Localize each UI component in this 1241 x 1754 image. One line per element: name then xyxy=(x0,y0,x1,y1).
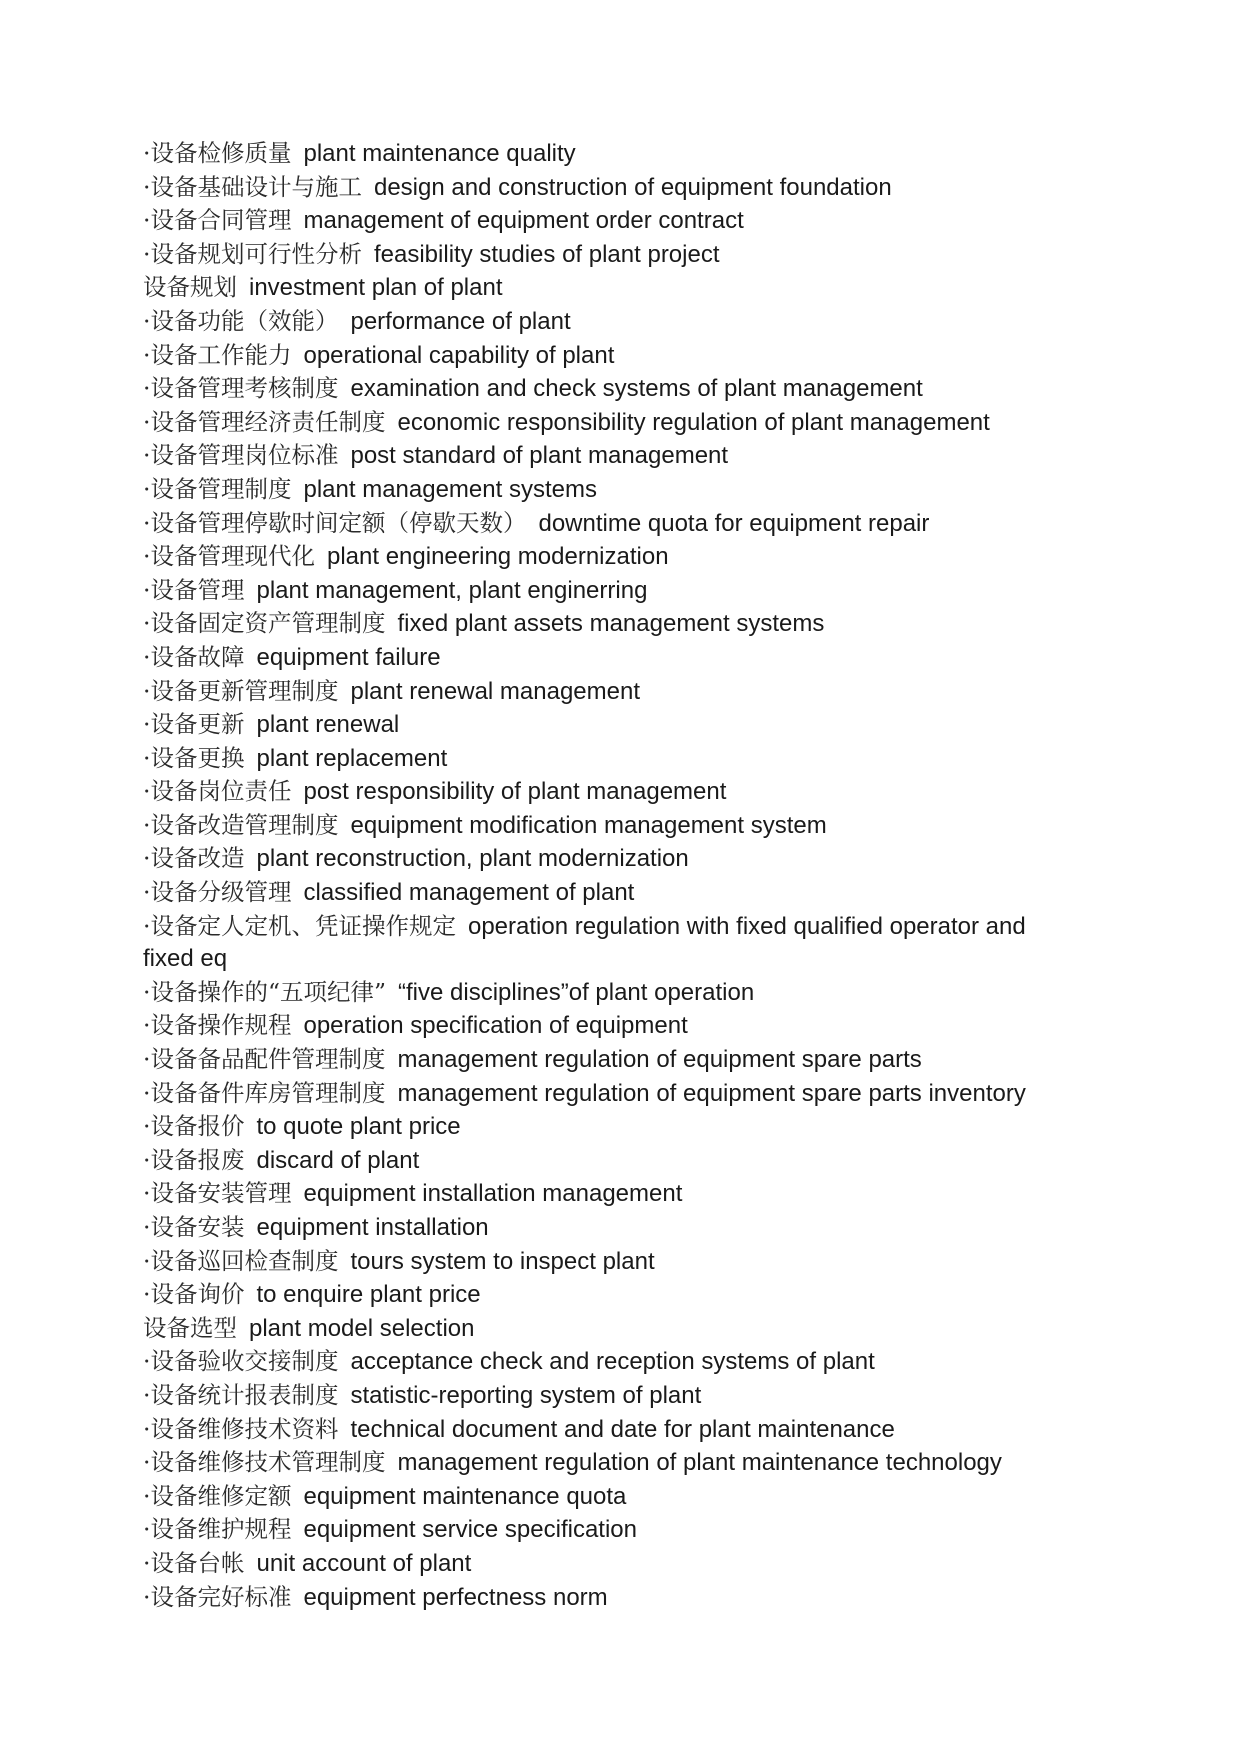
term-zh: ·设备合同管理 xyxy=(143,206,292,235)
term-en: operation regulation with fixed qualified operator and fixed eq xyxy=(143,912,1026,973)
glossary-entry xyxy=(143,204,1083,238)
glossary-entry xyxy=(143,775,1083,809)
glossary-entry xyxy=(143,1009,1083,1043)
glossary-entry xyxy=(143,876,1083,910)
term-en: design and construction of equipment foundation xyxy=(373,173,892,201)
term-zh: ·设备分级管理 xyxy=(143,878,292,907)
term-en: management of equipment order contract xyxy=(303,207,744,235)
term-zh: 设备规划 xyxy=(143,273,237,302)
term-zh: ·设备操作的“五项纪律” xyxy=(143,977,386,1006)
glossary-entry xyxy=(143,271,1083,305)
glossary-entry xyxy=(143,1480,1083,1514)
glossary-entry xyxy=(143,910,1083,976)
term-zh: ·设备验收交接制度 xyxy=(143,1347,339,1376)
glossary-entry xyxy=(143,1446,1083,1480)
term-zh: ·设备备件库房管理制度 xyxy=(143,1078,386,1107)
term-zh: ·设备管理现代化 xyxy=(143,542,315,571)
glossary-entry xyxy=(143,1110,1083,1144)
term-en: economic responsibility regulation of plant management xyxy=(397,408,990,436)
term-en: equipment installation management xyxy=(303,1180,683,1208)
term-zh: ·设备检修质量 xyxy=(143,139,292,167)
term-zh: ·设备管理考核制度 xyxy=(143,374,339,403)
term-en: statistic-reporting system of plant xyxy=(350,1381,702,1409)
term-en: plant engineering modernization xyxy=(326,543,669,571)
term-en: operational capability of plant xyxy=(303,341,615,369)
term-en: plant management systems xyxy=(303,475,597,503)
term-zh: ·设备安装 xyxy=(143,1213,245,1241)
term-en: downtime quota for equipment repair xyxy=(538,509,930,537)
term-en: equipment installation xyxy=(256,1214,489,1241)
term-zh: ·设备更新 xyxy=(143,710,245,739)
term-zh: ·设备询价 xyxy=(143,1280,245,1309)
term-en: tours system to inspect plant xyxy=(350,1247,655,1275)
glossary-entry xyxy=(143,1077,1083,1111)
glossary-list xyxy=(143,137,1083,1614)
glossary-entry xyxy=(143,574,1083,608)
term-en: plant management, plant enginerring xyxy=(256,576,648,604)
term-zh: ·设备操作规程 xyxy=(143,1011,292,1040)
term-en: unit account of plant xyxy=(256,1549,472,1577)
term-zh: ·设备维修技术资料 xyxy=(143,1414,339,1443)
glossary-entry xyxy=(143,1413,1083,1447)
glossary-entry xyxy=(143,1144,1083,1178)
term-zh: ·设备完好标准 xyxy=(143,1582,292,1611)
term-en: discard of plant xyxy=(256,1146,420,1174)
term-en: operation specification of equipment xyxy=(303,1012,688,1040)
glossary-entry xyxy=(143,171,1083,205)
glossary-entry xyxy=(143,1547,1083,1581)
term-zh: ·设备工作能力 xyxy=(143,340,292,369)
glossary-entry xyxy=(143,372,1083,406)
term-zh: ·设备安装管理 xyxy=(143,1179,292,1208)
term-en: classified management of plant xyxy=(303,879,635,907)
glossary-entry xyxy=(143,1513,1083,1547)
term-en: plant reconstruction, plant modernization xyxy=(256,845,689,873)
term-zh: ·设备改造 xyxy=(143,844,245,873)
glossary-entry xyxy=(143,305,1083,339)
term-zh: ·设备管理制度 xyxy=(143,474,292,503)
glossary-entry xyxy=(143,137,1083,171)
term-zh: ·设备统计报表制度 xyxy=(143,1380,339,1409)
term-zh: ·设备维修技术管理制度 xyxy=(143,1448,386,1477)
term-zh: ·设备固定资产管理制度 xyxy=(143,609,386,638)
term-en: equipment failure xyxy=(256,643,441,671)
term-en: management regulation of equipment spare parts xyxy=(397,1046,922,1074)
term-zh: ·设备更新管理制度 xyxy=(143,676,339,705)
glossary-entry xyxy=(143,439,1083,473)
glossary-entry xyxy=(143,1177,1083,1211)
term-zh: ·设备备品配件管理制度 xyxy=(143,1045,386,1074)
glossary-entry xyxy=(143,1379,1083,1413)
term-zh: ·设备规划可行性分析 xyxy=(143,239,362,268)
term-en: to enquire plant price xyxy=(256,1281,481,1309)
glossary-entry xyxy=(143,1245,1083,1279)
glossary-entry xyxy=(143,1312,1083,1346)
term-zh: ·设备故障 xyxy=(143,642,245,671)
term-en: equipment modification management system xyxy=(350,811,827,839)
term-en: technical document and date for plant maintenance xyxy=(350,1415,895,1443)
term-zh: ·设备报废 xyxy=(143,1145,245,1174)
term-zh: ·设备定人定机、凭证操作规定 xyxy=(143,911,456,940)
term-zh: ·设备管理岗位标准 xyxy=(143,441,339,470)
term-en: post responsibility of plant management xyxy=(303,778,727,806)
glossary-entry xyxy=(143,607,1083,641)
glossary-entry xyxy=(143,507,1083,541)
term-en: equipment service specification xyxy=(303,1516,637,1544)
term-en: acceptance check and reception systems of plant xyxy=(350,1348,875,1376)
term-en: performance of plant xyxy=(350,307,571,335)
term-en: plant renewal management xyxy=(350,677,640,705)
glossary-entry xyxy=(143,1211,1083,1245)
glossary-entry xyxy=(143,540,1083,574)
term-zh: ·设备功能（效能） xyxy=(143,306,339,335)
term-zh: ·设备报价 xyxy=(143,1112,245,1141)
glossary-entry xyxy=(143,339,1083,373)
glossary-entry xyxy=(143,742,1083,776)
glossary-entry xyxy=(143,842,1083,876)
term-zh: ·设备管理 xyxy=(143,575,245,604)
glossary-entry xyxy=(143,976,1083,1010)
term-en: fixed plant assets management systems xyxy=(397,610,825,638)
term-en: management regulation of equipment spare parts inventory xyxy=(397,1079,1026,1107)
term-zh: 设备选型 xyxy=(143,1313,237,1342)
term-zh: ·设备维护规程 xyxy=(143,1515,292,1544)
glossary-entry xyxy=(143,1581,1083,1615)
glossary-entry xyxy=(143,406,1083,440)
glossary-entry xyxy=(143,473,1083,507)
term-en: equipment perfectness norm xyxy=(303,1583,608,1611)
term-zh: ·设备岗位责任 xyxy=(143,777,292,806)
glossary-entry xyxy=(143,641,1083,675)
term-zh: ·设备管理停歇时间定额（停歇天数） xyxy=(143,508,527,537)
term-en: plant renewal xyxy=(256,711,400,739)
term-en: plant maintenance quality xyxy=(303,140,576,167)
term-zh: ·设备基础设计与施工 xyxy=(143,172,362,201)
glossary-entry xyxy=(143,1345,1083,1379)
glossary-entry xyxy=(143,675,1083,709)
term-en: examination and check systems of plant management xyxy=(350,375,923,403)
term-en: “five disciplines”of plant operation xyxy=(398,978,755,1006)
term-zh: ·设备管理经济责任制度 xyxy=(143,407,386,436)
term-en: plant model selection xyxy=(249,1314,475,1342)
glossary-entry xyxy=(143,809,1083,843)
term-en: investment plan of plant xyxy=(249,274,503,302)
term-en: post standard of plant management xyxy=(350,442,729,470)
term-zh: ·设备维修定额 xyxy=(143,1481,292,1510)
glossary-entry xyxy=(143,238,1083,272)
glossary-entry xyxy=(143,708,1083,742)
term-en: feasibility studies of plant project xyxy=(373,240,720,268)
term-zh: ·设备台帐 xyxy=(143,1548,245,1577)
term-en: plant replacement xyxy=(256,744,448,772)
term-en: to quote plant price xyxy=(256,1113,461,1141)
term-en: management regulation of plant maintenance technology xyxy=(397,1449,1002,1477)
glossary-entry xyxy=(143,1278,1083,1312)
term-en: equipment maintenance quota xyxy=(303,1482,627,1510)
term-zh: ·设备更换 xyxy=(143,743,245,772)
glossary-entry xyxy=(143,1043,1083,1077)
term-zh: ·设备巡回检查制度 xyxy=(143,1246,339,1275)
term-zh: ·设备改造管理制度 xyxy=(143,810,339,839)
